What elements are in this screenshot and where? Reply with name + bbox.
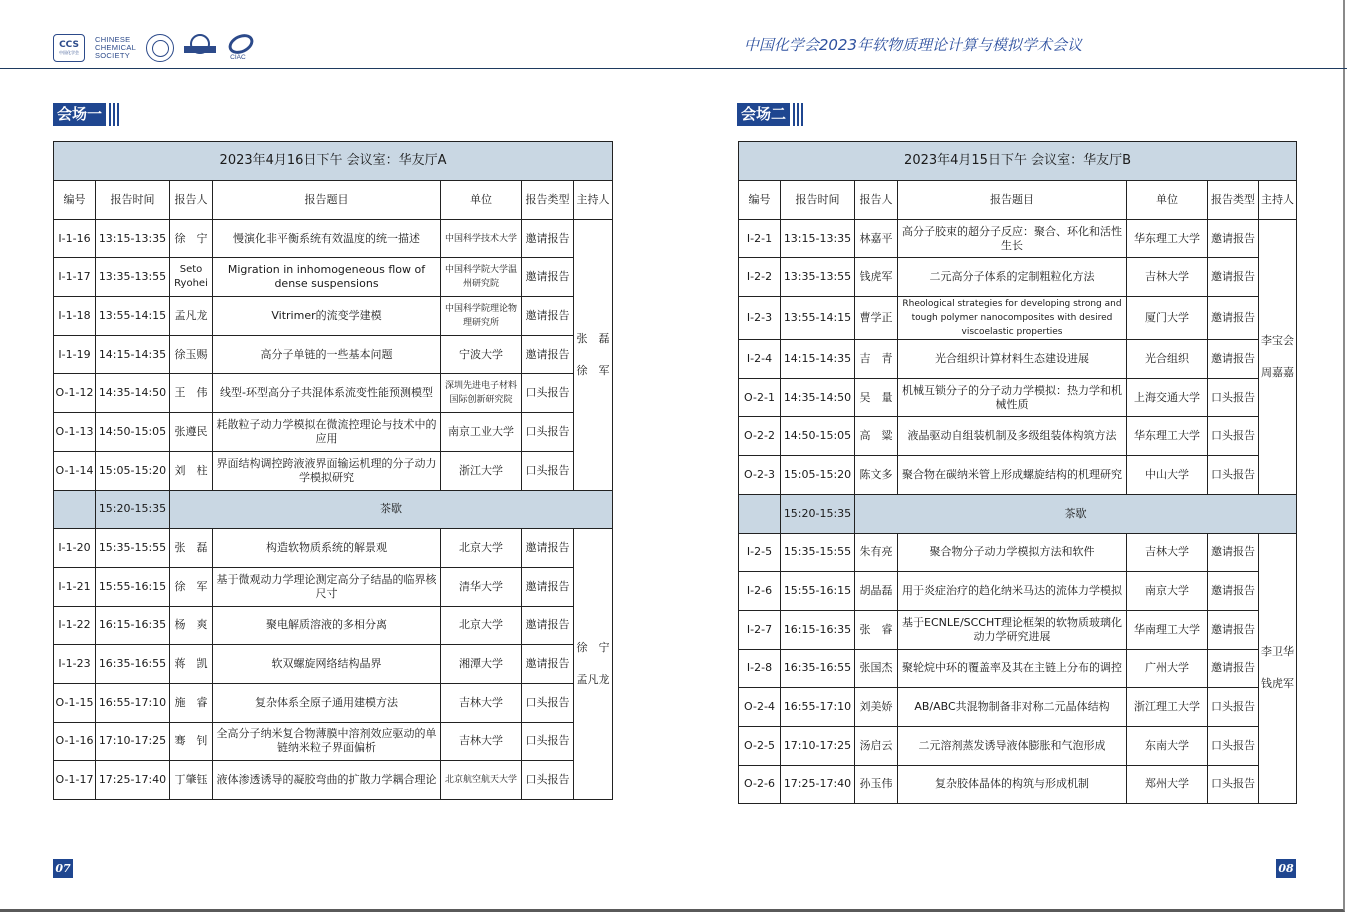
cell-id: I-1-21	[54, 567, 96, 606]
cell-speaker: 徐玉赐	[170, 335, 213, 374]
host-cell	[574, 529, 613, 800]
cell-id: I-1-23	[54, 645, 96, 684]
cell-time: 17:25-17:40	[96, 761, 170, 800]
cell-time: 13:55-14:15	[96, 297, 170, 336]
column-header: 报告题目	[898, 181, 1127, 220]
cell-unit: 北京大学	[441, 529, 522, 568]
session-title: 2023年4月15日下午 会议室：华友厅B	[739, 142, 1297, 181]
society-name-line: CHEMICAL	[95, 43, 137, 52]
cell-id: O-2-3	[739, 456, 781, 495]
break-label: 茶歇	[170, 490, 613, 529]
cell-time: 16:55-17:10	[96, 683, 170, 722]
cell-id: I-1-18	[54, 297, 96, 336]
cell-unit: 广州大学	[1127, 649, 1208, 688]
cell-speaker: 骞 钊	[170, 722, 213, 761]
cell-unit: 华南理工大学	[1127, 610, 1208, 649]
cell-type: 邀请报告	[1208, 649, 1259, 688]
cell-title: 耗散粒子动力学模拟在微流控理论与技术中的应用	[213, 413, 441, 452]
ccs-sub: 中国化学会	[59, 50, 79, 55]
cell-unit: 南京工业大学	[441, 413, 522, 452]
cell-speaker: 蒋 凯	[170, 645, 213, 684]
column-header: 报告时间	[96, 181, 170, 220]
cell-unit: 宁波大学	[441, 335, 522, 374]
table-row	[739, 610, 1297, 649]
cell-type: 口头报告	[1208, 688, 1259, 727]
cell-unit: 吉林大学	[1127, 258, 1208, 297]
column-header-row	[54, 181, 613, 220]
cell-title: Rheological strategies for developing strong and tough polymer nanocomposites with desired viscoelastic properties	[898, 297, 1127, 340]
session-title-row	[739, 142, 1297, 181]
cell-id: O-1-17	[54, 761, 96, 800]
cell-speaker: 刘 柱	[170, 451, 213, 490]
host-name: 周嘉嘉	[1261, 365, 1295, 379]
table-row	[739, 649, 1297, 688]
cell-time: 13:35-13:55	[781, 258, 855, 297]
cell-type: 邀请报告	[522, 258, 574, 297]
cell-time: 15:55-16:15	[781, 572, 855, 611]
cell-unit: 吉林大学	[1127, 533, 1208, 572]
cell-speaker: 王 伟	[170, 374, 213, 413]
cell-type: 口头报告	[1208, 765, 1259, 804]
cell-id: O-1-12	[54, 374, 96, 413]
cell-speaker: 朱有亮	[855, 533, 898, 572]
cell-time: 16:55-17:10	[781, 688, 855, 727]
ciac-logo	[226, 33, 256, 63]
logo-strip	[53, 32, 256, 64]
cell-title: 聚轮烷中环的覆盖率及其在主链上分布的调控	[898, 649, 1127, 688]
cell-type: 邀请报告	[1208, 572, 1259, 611]
cell-speaker: 吉 青	[855, 340, 898, 379]
cell-id: O-2-6	[739, 765, 781, 804]
society-name-line: SOCIETY	[95, 51, 131, 60]
ciac-label: CIAC	[230, 54, 246, 61]
cell-id: I-1-20	[54, 529, 96, 568]
host-cell	[574, 219, 613, 490]
cell-id: I-2-1	[739, 219, 781, 258]
cell-speaker: 胡晶磊	[855, 572, 898, 611]
venue-label-2	[737, 103, 803, 126]
cell-id: I-2-4	[739, 340, 781, 379]
cell-title: 高分子胶束的超分子反应：聚合、环化和活性生长	[898, 219, 1127, 258]
table-row	[739, 688, 1297, 727]
cell-speaker: 张遵民	[170, 413, 213, 452]
cell-unit: 上海交通大学	[1127, 378, 1208, 417]
cell-type: 邀请报告	[522, 606, 574, 645]
cell-type: 口头报告	[1208, 726, 1259, 765]
cell-id: I-2-6	[739, 572, 781, 611]
cell-time: 14:50-15:05	[96, 413, 170, 452]
table-row	[54, 374, 613, 413]
table-row	[54, 567, 613, 606]
cell-id: I-2-3	[739, 297, 781, 340]
cell-time: 13:15-13:35	[96, 219, 170, 258]
cell-type: 邀请报告	[522, 567, 574, 606]
host-name: 徐 军	[576, 363, 610, 377]
cell-time: 14:15-14:35	[781, 340, 855, 379]
cell-time: 15:35-15:55	[96, 529, 170, 568]
schedule-table-venue-2	[738, 141, 1297, 804]
society-name-line: CHINESE	[95, 35, 131, 44]
cell-id: O-2-5	[739, 726, 781, 765]
cell-type: 邀请报告	[522, 219, 574, 258]
session-title: 2023年4月16日下午 会议室：华友厅A	[54, 142, 613, 181]
cell-time: 16:35-16:55	[781, 649, 855, 688]
cell-type: 邀请报告	[522, 335, 574, 374]
column-header: 报告人	[855, 181, 898, 220]
cell-unit: 华东理工大学	[1127, 219, 1208, 258]
table-row	[739, 726, 1297, 765]
cell-unit: 华东理工大学	[1127, 417, 1208, 456]
cell-title: 用于炎症治疗的趋化纳米马达的流体力学模拟	[898, 572, 1127, 611]
ccs-mark: CCS	[59, 40, 79, 50]
cell-title: 线型-环型高分子共混体系流变性能预测模型	[213, 374, 441, 413]
society-name	[95, 36, 136, 60]
cell-time: 14:35-14:50	[781, 378, 855, 417]
table-row	[739, 219, 1297, 258]
cell-title: 复杂胶体晶体的构筑与形成机制	[898, 765, 1127, 804]
table-row	[54, 258, 613, 297]
cell-id: I-1-16	[54, 219, 96, 258]
column-header: 报告类型	[522, 181, 574, 220]
cell-speaker: 徐 宁	[170, 219, 213, 258]
cell-type: 口头报告	[1208, 378, 1259, 417]
cell-time: 16:15-16:35	[781, 610, 855, 649]
column-header: 报告时间	[781, 181, 855, 220]
table-row	[739, 297, 1297, 340]
cell-unit: 光合组织	[1127, 340, 1208, 379]
cell-title: 基于微观动力学理论测定高分子结晶的临界核尺寸	[213, 567, 441, 606]
cell-time: 17:10-17:25	[781, 726, 855, 765]
table-row	[54, 451, 613, 490]
cell-title: 聚合物分子动力学模拟方法和软件	[898, 533, 1127, 572]
cell-unit: 湘潭大学	[441, 645, 522, 684]
page-number: 07	[53, 859, 73, 878]
cell-title: AB/ABC共混物制备非对称二元晶体结构	[898, 688, 1127, 727]
column-header: 编号	[54, 181, 96, 220]
table-row	[54, 606, 613, 645]
table-row	[54, 761, 613, 800]
cell-title: 液晶驱动自组装机制及多级组装体构筑方法	[898, 417, 1127, 456]
cell-id: I-2-5	[739, 533, 781, 572]
cell-time: 17:25-17:40	[781, 765, 855, 804]
cell-unit: 清华大学	[441, 567, 522, 606]
page-number: 08	[1276, 859, 1296, 878]
column-header-row	[739, 181, 1297, 220]
venue-bars-decoration	[109, 103, 119, 126]
cell-id: O-1-13	[54, 413, 96, 452]
cell-speaker: 钱虎军	[855, 258, 898, 297]
cell-unit: 郑州大学	[1127, 765, 1208, 804]
cell-speaker: 林嘉平	[855, 219, 898, 258]
cell-id: O-1-14	[54, 451, 96, 490]
table-row	[54, 683, 613, 722]
cell-title: 聚合物在碳纳米管上形成螺旋结构的机理研究	[898, 456, 1127, 495]
host-name: 孟凡龙	[576, 673, 610, 687]
column-header: 报告类型	[1208, 181, 1259, 220]
cell-id: O-2-1	[739, 378, 781, 417]
cell-unit: 厦门大学	[1127, 297, 1208, 340]
institute-badge-icon	[184, 34, 216, 62]
column-header: 单位	[1127, 181, 1208, 220]
table-row	[54, 645, 613, 684]
cell-type: 口头报告	[522, 683, 574, 722]
session-title-row	[54, 142, 613, 181]
header-divider	[0, 68, 1347, 69]
cell-speaker: 施 睿	[170, 683, 213, 722]
cell-unit: 浙江理工大学	[1127, 688, 1208, 727]
cell-time: 15:05-15:20	[781, 456, 855, 495]
host-name: 张 磊	[576, 331, 610, 345]
cell-time: 14:15-14:35	[96, 335, 170, 374]
cell-type: 邀请报告	[1208, 219, 1259, 258]
cell-type: 邀请报告	[522, 529, 574, 568]
cell-id: O-2-2	[739, 417, 781, 456]
table-row	[739, 378, 1297, 417]
table-row	[739, 340, 1297, 379]
cell-title: 构造软物质系统的解景观	[213, 529, 441, 568]
table-row	[739, 572, 1297, 611]
university-seal-icon	[146, 34, 174, 62]
column-header: 单位	[441, 181, 522, 220]
ccs-logo	[53, 34, 85, 62]
schedule-table-venue-1	[53, 141, 613, 800]
column-header: 编号	[739, 181, 781, 220]
venue-bars-decoration	[793, 103, 803, 126]
cell-speaker: 汤启云	[855, 726, 898, 765]
tea-break-row	[739, 494, 1297, 533]
cell-unit: 吉林大学	[441, 722, 522, 761]
cell-type: 口头报告	[1208, 456, 1259, 495]
cell-speaker: 刘美娇	[855, 688, 898, 727]
cell-type: 邀请报告	[1208, 297, 1259, 340]
table-row	[54, 529, 613, 568]
cell-speaker: 曹学正	[855, 297, 898, 340]
cell-id: I-1-17	[54, 258, 96, 297]
host-cell	[1259, 533, 1297, 804]
cell-title: 复杂体系全原子通用建模方法	[213, 683, 441, 722]
cell-time: 13:15-13:35	[781, 219, 855, 258]
cell-id: I-1-22	[54, 606, 96, 645]
table-row	[54, 722, 613, 761]
cell-title: Migration in inhomogeneous flow of dense suspensions	[213, 258, 441, 297]
cell-unit: 北京大学	[441, 606, 522, 645]
cell-unit: 中国科学技术大学	[441, 219, 522, 258]
cell-speaker: 张 睿	[855, 610, 898, 649]
cell-title: 聚电解质溶液的多相分离	[213, 606, 441, 645]
cell-title: 二元高分子体系的定制粗粒化方法	[898, 258, 1127, 297]
cell-speaker: 张 磊	[170, 529, 213, 568]
cell-speaker: 张国杰	[855, 649, 898, 688]
cell-speaker: 吴 量	[855, 378, 898, 417]
table-row	[54, 413, 613, 452]
table-row	[739, 456, 1297, 495]
cell-unit: 浙江大学	[441, 451, 522, 490]
table-row	[54, 297, 613, 336]
venue-label-1	[53, 103, 119, 126]
column-header: 报告题目	[213, 181, 441, 220]
cell-speaker: 徐 军	[170, 567, 213, 606]
cell-id: I-1-19	[54, 335, 96, 374]
host-name: 钱虎军	[1261, 677, 1295, 691]
cell-time: 16:35-16:55	[96, 645, 170, 684]
cell-time: 14:50-15:05	[781, 417, 855, 456]
break-id-empty	[739, 494, 781, 533]
table-row	[54, 219, 613, 258]
cell-unit: 吉林大学	[441, 683, 522, 722]
cell-type: 口头报告	[522, 761, 574, 800]
cell-id: O-1-16	[54, 722, 96, 761]
cell-type: 邀请报告	[522, 645, 574, 684]
cell-title: 慢演化非平衡系统有效温度的统一描述	[213, 219, 441, 258]
column-header: 报告人	[170, 181, 213, 220]
cell-type: 邀请报告	[1208, 258, 1259, 297]
cell-type: 邀请报告	[1208, 340, 1259, 379]
cell-speaker: 丁肇钰	[170, 761, 213, 800]
break-id-empty	[54, 490, 96, 529]
cell-title: 软双螺旋网络结构晶界	[213, 645, 441, 684]
cell-title: 高分子单链的一些基本问题	[213, 335, 441, 374]
cell-unit: 中山大学	[1127, 456, 1208, 495]
host-cell	[1259, 219, 1297, 494]
cell-type: 口头报告	[1208, 417, 1259, 456]
conference-title: 中国化学会2023年软物质理论计算与模拟学术会议	[743, 36, 1082, 54]
table-row	[54, 335, 613, 374]
cell-id: I-2-7	[739, 610, 781, 649]
cell-unit: 中国科学院大学温州研究院	[441, 258, 522, 297]
cell-type: 邀请报告	[522, 297, 574, 336]
cell-id: O-1-15	[54, 683, 96, 722]
cell-time: 15:55-16:15	[96, 567, 170, 606]
venue-name: 会场二	[737, 103, 790, 126]
cell-time: 15:35-15:55	[781, 533, 855, 572]
table-row	[739, 258, 1297, 297]
break-label: 茶歇	[855, 494, 1297, 533]
cell-unit: 中国科学院理论物理研究所	[441, 297, 522, 336]
cell-time: 13:35-13:55	[96, 258, 170, 297]
host-name: 徐 宁	[576, 641, 610, 655]
cell-type: 口头报告	[522, 374, 574, 413]
host-name: 李宝会	[1261, 333, 1295, 347]
host-name: 李卫华	[1261, 645, 1295, 659]
table-row	[739, 417, 1297, 456]
cell-speaker: 杨 爽	[170, 606, 213, 645]
table-row	[739, 533, 1297, 572]
cell-type: 邀请报告	[1208, 533, 1259, 572]
cell-time: 14:35-14:50	[96, 374, 170, 413]
break-time: 15:20-15:35	[96, 490, 170, 529]
cell-title: Vitrimer的流变学建模	[213, 297, 441, 336]
tea-break-row	[54, 490, 613, 529]
column-header: 主持人	[1259, 181, 1297, 220]
table-row	[739, 765, 1297, 804]
cell-speaker: 陈文多	[855, 456, 898, 495]
cell-title: 液体渗透诱导的凝胶弯曲的扩散力学耦合理论	[213, 761, 441, 800]
cell-type: 口头报告	[522, 451, 574, 490]
cell-unit: 深圳先进电子材料国际创新研究院	[441, 374, 522, 413]
cell-title: 界面结构调控跨液液界面输运机理的分子动力学模拟研究	[213, 451, 441, 490]
break-time: 15:20-15:35	[781, 494, 855, 533]
cell-speaker: Seto Ryohei	[170, 258, 213, 297]
cell-type: 口头报告	[522, 413, 574, 452]
cell-time: 17:10-17:25	[96, 722, 170, 761]
column-header: 主持人	[574, 181, 613, 220]
cell-title: 全高分子纳米复合物薄膜中溶剂效应驱动的单链纳米粒子界面偏析	[213, 722, 441, 761]
cell-id: I-2-8	[739, 649, 781, 688]
venue-name: 会场一	[53, 103, 106, 126]
cell-unit: 南京大学	[1127, 572, 1208, 611]
cell-id: I-2-2	[739, 258, 781, 297]
cell-speaker: 孟凡龙	[170, 297, 213, 336]
cell-speaker: 高 粱	[855, 417, 898, 456]
cell-time: 16:15-16:35	[96, 606, 170, 645]
cell-title: 二元溶剂蒸发诱导液体膨胀和气泡形成	[898, 726, 1127, 765]
cell-title: 基于ECNLE/SCCHT理论框架的软物质玻璃化动力学研究进展	[898, 610, 1127, 649]
cell-id: O-2-4	[739, 688, 781, 727]
cell-unit: 东南大学	[1127, 726, 1208, 765]
cell-title: 光合组织计算材料生态建设进展	[898, 340, 1127, 379]
cell-time: 15:05-15:20	[96, 451, 170, 490]
cell-type: 口头报告	[522, 722, 574, 761]
cell-speaker: 孙玉伟	[855, 765, 898, 804]
cell-type: 邀请报告	[1208, 610, 1259, 649]
cell-title: 机械互锁分子的分子动力学模拟：热力学和机械性质	[898, 378, 1127, 417]
cell-unit: 北京航空航天大学	[441, 761, 522, 800]
cell-time: 13:55-14:15	[781, 297, 855, 340]
